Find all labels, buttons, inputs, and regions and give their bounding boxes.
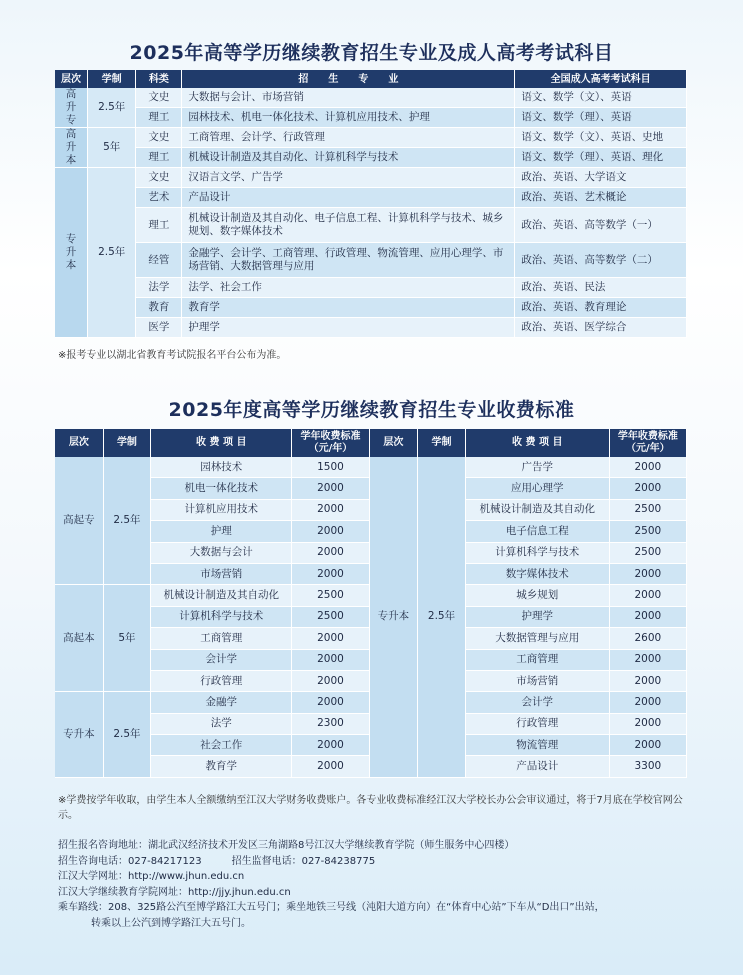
table-row <box>55 148 687 168</box>
header-fee-item: 收 费 项 目 <box>465 429 609 457</box>
fee-item-cell: 广告学 <box>465 457 609 478</box>
fee-value-cell: 2000 <box>609 713 686 734</box>
subjects-cell: 语文、数学（理）、英语 <box>515 108 687 128</box>
majors-cell: 园林技术、机电一体化技术、计算机应用技术、护理 <box>182 108 515 128</box>
fee-item-cell: 市场营销 <box>465 670 609 691</box>
college-website[interactable]: 江汉大学继续教育学院网址：http://jjy.jhun.edu.cn <box>58 886 291 898</box>
category-cell: 法学 <box>136 278 182 298</box>
majors-cell: 工商管理、会计学、行政管理 <box>182 128 515 148</box>
fee-item-cell: 产品设计 <box>465 756 609 777</box>
fee-value-cell: 2000 <box>292 542 369 563</box>
fee-value-cell: 2000 <box>609 649 686 670</box>
fee-item-cell: 应用心理学 <box>465 478 609 499</box>
supervise-phone: 招生监督电话：027-84238775 <box>231 855 376 867</box>
table-row <box>55 457 687 478</box>
fee-item-cell: 机械设计制造及其自动化 <box>151 585 292 606</box>
table-row <box>55 128 687 148</box>
fee-item-cell: 计算机科学与技术 <box>465 542 609 563</box>
fee-value-cell: 2500 <box>609 499 686 520</box>
fee-value-cell: 2000 <box>609 563 686 584</box>
header-subjects: 全国成人高考考试科目 <box>515 70 687 88</box>
table-row <box>55 318 687 338</box>
category-cell: 理工 <box>136 148 182 168</box>
fee-value-cell: 2000 <box>292 692 369 713</box>
route-text-cont: 转乘以上公汽到博学路江大五号门。 <box>91 917 251 929</box>
table-row <box>55 298 687 318</box>
duration-cell: 2.5年 <box>103 692 150 778</box>
category-cell: 理工 <box>136 208 182 243</box>
fee-value-cell: 3300 <box>609 756 686 777</box>
level-cell: 专升本 <box>369 457 418 777</box>
subjects-cell: 政治、英语、教育理论 <box>515 298 687 318</box>
fee-value-cell: 2500 <box>292 606 369 627</box>
fee-item-cell: 金融学 <box>151 692 292 713</box>
fee-value-cell: 2000 <box>609 478 686 499</box>
majors-cell: 法学、社会工作 <box>182 278 515 298</box>
subjects-cell: 政治、英语、医学综合 <box>515 318 687 338</box>
level-cell: 高起专 <box>55 457 103 585</box>
majors-cell: 教育学 <box>182 298 515 318</box>
header-level: 层次 <box>55 429 103 457</box>
fee-item-cell: 物流管理 <box>465 735 609 756</box>
fee-value-cell: 2000 <box>609 457 686 478</box>
fee-item-cell: 大数据与会计 <box>151 542 292 563</box>
majors-cell: 金融学、会计学、工商管理、行政管理、物流管理、应用心理学、市场营销、大数据管理与应用 <box>182 243 515 278</box>
duration-cell: 2.5年 <box>88 168 136 338</box>
fee-table-header <box>55 429 687 457</box>
fee-value-cell: 2000 <box>292 649 369 670</box>
fee-value-cell: 2000 <box>292 521 369 542</box>
table-row <box>55 278 687 298</box>
table-row <box>55 188 687 208</box>
fee-value-cell: 2000 <box>292 756 369 777</box>
category-cell: 经管 <box>136 243 182 278</box>
fee-value-cell: 2000 <box>292 735 369 756</box>
level-label: 高升专 <box>65 88 77 126</box>
category-cell: 理工 <box>136 108 182 128</box>
category-cell: 文史 <box>136 88 182 108</box>
level-label: 高升本 <box>65 128 77 166</box>
category-cell: 文史 <box>136 168 182 188</box>
fee-value-cell: 2500 <box>292 585 369 606</box>
fee-value-cell: 2500 <box>609 521 686 542</box>
fee-item-cell: 行政管理 <box>465 713 609 734</box>
category-cell: 医学 <box>136 318 182 338</box>
subjects-cell: 语文、数学（理）、英语、理化 <box>515 148 687 168</box>
duration-cell: 2.5年 <box>418 457 465 777</box>
duration-cell: 2.5年 <box>103 457 150 585</box>
phone-row <box>58 854 605 870</box>
fee-item-cell: 市场营销 <box>151 563 292 584</box>
fee-item-cell: 护理学 <box>465 606 609 627</box>
fee-value-cell: 2600 <box>609 628 686 649</box>
fee-value-cell: 2000 <box>292 628 369 649</box>
majors-cell: 机械设计制造及其自动化、电子信息工程、计算机科学与技术、城乡规划、数字媒体技术 <box>182 208 515 243</box>
header-fee-standard: 学年收费标准 （元/年） <box>609 429 686 457</box>
fee-item-cell: 城乡规划 <box>465 585 609 606</box>
fee-item-cell: 会计学 <box>151 649 292 670</box>
header-level: 层次 <box>55 70 88 88</box>
fee-item-cell: 会计学 <box>465 692 609 713</box>
fee-item-cell: 计算机应用技术 <box>151 499 292 520</box>
fee-value-cell: 2000 <box>292 563 369 584</box>
header-fee-item: 收 费 项 目 <box>151 429 292 457</box>
fee-item-cell: 机械设计制造及其自动化 <box>465 499 609 520</box>
fee-item-cell: 大数据管理与应用 <box>465 628 609 649</box>
table-row <box>55 243 687 278</box>
university-website[interactable]: 江汉大学网址：http://www.jhun.edu.cn <box>58 871 245 882</box>
category-cell: 文史 <box>136 128 182 148</box>
fee-value-cell: 2000 <box>609 735 686 756</box>
fee-item-cell: 社会工作 <box>151 735 292 756</box>
duration-cell: 5年 <box>103 585 150 692</box>
fee-item-cell: 行政管理 <box>151 670 292 691</box>
subjects-cell: 政治、英语、大学语文 <box>515 168 687 188</box>
level-cell: 高起本 <box>55 585 103 692</box>
duration-cell: 2.5年 <box>88 88 136 128</box>
category-cell: 艺术 <box>136 188 182 208</box>
subjects-cell: 政治、英语、高等数学（一） <box>515 208 687 243</box>
fee-table-body <box>55 457 687 777</box>
fee-value-cell: 2300 <box>292 713 369 734</box>
header-duration: 学制 <box>103 429 150 457</box>
subjects-cell: 语文、数学（文）、英语、史地 <box>515 128 687 148</box>
fee-item-cell: 护理 <box>151 521 292 542</box>
level-label: 专升本 <box>65 233 77 271</box>
majors-cell: 大数据与会计、市场营销 <box>182 88 515 108</box>
fee-value-cell: 2000 <box>609 585 686 606</box>
fee-value-cell: 2000 <box>292 478 369 499</box>
header-level: 层次 <box>369 429 418 457</box>
majors-table-header <box>55 70 687 88</box>
table-row <box>55 108 687 128</box>
subjects-cell: 政治、英语、高等数学（二） <box>515 243 687 278</box>
fee-note: ※学费按学年收取，由学生本人全额缴纳至江汉大学财务收费账户。各专业收费标准经江汉大学校长办公会审议通过，将于7月底在学校官网公示。 <box>58 795 683 821</box>
fee-item-cell: 园林技术 <box>151 457 292 478</box>
fee-item-cell: 教育学 <box>151 756 292 777</box>
fee-value-cell: 2500 <box>609 542 686 563</box>
subjects-cell: 政治、英语、艺术概论 <box>515 188 687 208</box>
consult-phone: 招生咨询电话：027-84217123 <box>58 855 202 867</box>
majors-cell: 护理学 <box>182 318 515 338</box>
fee-value-cell: 2000 <box>609 692 686 713</box>
table-row <box>55 168 687 188</box>
fee-value-cell: 2000 <box>292 670 369 691</box>
majors-cell: 产品设计 <box>182 188 515 208</box>
majors-note: ※报考专业以湖北省教育考试院报名平台公布为准。 <box>58 350 287 361</box>
fee-title: 2025年度高等学历继续教育招生专业收费标准 <box>168 399 575 421</box>
fee-item-cell: 工商管理 <box>465 649 609 670</box>
fee-item-cell: 工商管理 <box>151 628 292 649</box>
contact-footer <box>58 838 605 931</box>
fee-item-cell: 机电一体化技术 <box>151 478 292 499</box>
fee-item-cell: 数字媒体技术 <box>465 563 609 584</box>
address-text: 招生报名咨询地址：湖北武汉经济技术开发区三角湖路8号江汉大学继续教育学院（师生服务中心四楼） <box>58 840 515 851</box>
header-duration: 学制 <box>88 70 136 88</box>
fee-item-cell: 电子信息工程 <box>465 521 609 542</box>
fee-item-cell: 法学 <box>151 713 292 734</box>
subjects-cell: 语文、数学（文）、英语 <box>515 88 687 108</box>
header-category: 科类 <box>136 70 182 88</box>
header-fee-standard: 学年收费标准 （元/年） <box>292 429 369 457</box>
fee-value-cell: 2000 <box>609 606 686 627</box>
fee-value-cell: 1500 <box>292 457 369 478</box>
majors-cell: 机械设计制造及其自动化、计算机科学与技术 <box>182 148 515 168</box>
route-text: 乘车路线：208、325路公汽至博学路江大五号门；乘坐地铁三号线（沌阳大道方向）在“体育中心站”下车从“D出口”出站， <box>58 902 605 913</box>
header-duration: 学制 <box>418 429 465 457</box>
subjects-cell: 政治、英语、民法 <box>515 278 687 298</box>
header-majors: 招 生 专 业 <box>182 70 515 88</box>
level-cell: 专升本 <box>55 692 103 778</box>
admission-title: 2025年高等学历继续教育招生专业及成人高考考试科目 <box>129 42 614 64</box>
fee-value-cell: 2000 <box>292 499 369 520</box>
majors-table <box>55 70 687 338</box>
majors-cell: 汉语言文学、广告学 <box>182 168 515 188</box>
fee-table <box>55 429 687 778</box>
table-row <box>55 208 687 243</box>
fee-value-cell: 2000 <box>609 670 686 691</box>
category-cell: 教育 <box>136 298 182 318</box>
fee-item-cell: 计算机科学与技术 <box>151 606 292 627</box>
table-row <box>55 88 687 108</box>
duration-cell: 5年 <box>88 128 136 168</box>
